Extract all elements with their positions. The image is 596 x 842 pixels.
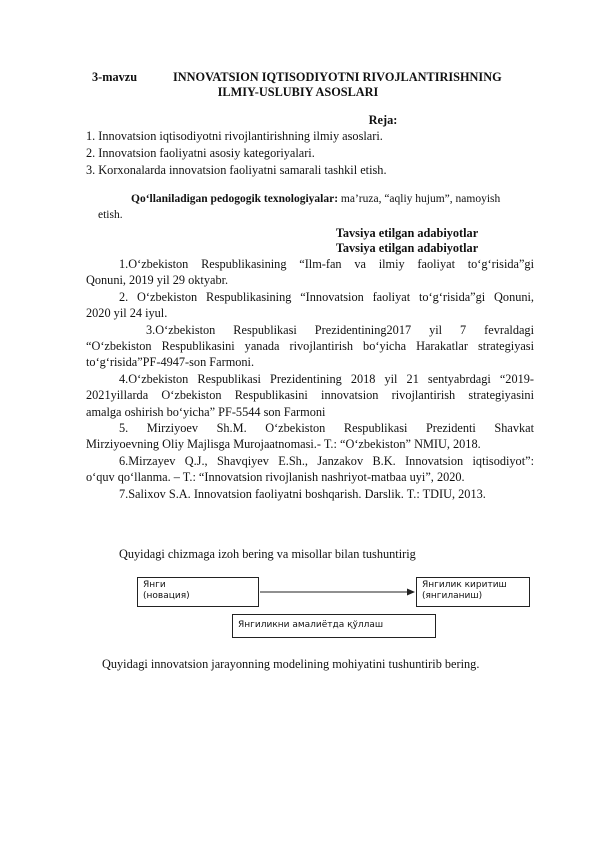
techniques-value: ma’ruza, “aqliy hujum”, namoyish xyxy=(338,193,501,205)
plan-heading: Reja: xyxy=(368,113,398,127)
literature-line: 7.Salixov S.A. Innovatsion faoliyatni boshqarish. Darslik. T.: TDIU, 2013. xyxy=(119,487,486,501)
topic-title-line2: ILMIY-USLUBIY ASOSLARI xyxy=(217,85,379,99)
literature-line: 2. O‘zbekiston Respublikasining “Innovatsion faoliyat to‘g‘risida”gi Qonuni, xyxy=(119,290,534,304)
literature-heading: Tavsiya etilgan adabiyotlar xyxy=(335,226,479,240)
diagram-box-novation-line2: (новация) xyxy=(143,590,190,601)
diagram-box-renewal-line2: (янгиланиш) xyxy=(422,590,483,601)
literature-line: 2021yillarda O‘zbekiston Respublikasini innovatsion rivojlantirish strategiyasini xyxy=(86,388,534,402)
topic-number: 3-mavzu xyxy=(92,70,138,84)
task-2-text: Quyidagi innovatsion jarayonning modelining mohiyatini tushuntirib bering. xyxy=(102,657,480,671)
literature-line: 6.Mirzayev Q.J., Shavqiyev E.Sh., Janzakov B.K. Innovatsion iqtisodiyot”: xyxy=(119,454,534,468)
literature-heading: Tavsiya etilgan adabiyotlar xyxy=(335,241,479,255)
literature-line: amalga oshirish bo‘yicha” PF-5544 son Farmoni xyxy=(86,405,326,419)
diagram-box-application-label: Янгиликни амалиётда қўллаш xyxy=(238,620,384,630)
topic-title-line1: INNOVATSION IQTISODIYOTNI RIVOJLANTIRISHNING xyxy=(173,70,502,84)
literature-line: “O‘zbekiston Respublikasini yanada rivojlantirish bo‘yicha Harakatlar strategiyasi xyxy=(86,339,534,353)
techniques-label: Qo‘llaniladigan pedogogik texnologiyalar: xyxy=(131,193,339,205)
literature-line: o‘quv qo‘llanma. – T.: “Innovatsion rivojlanish nashriyot-matbaa uyi”, 2020. xyxy=(86,470,465,484)
diagram-box-novation-line1: Янги xyxy=(143,580,166,590)
plan-item: 3. Korxonalarda innovatsion faoliyatni samarali tashkil etish. xyxy=(86,163,387,177)
literature-line: 1.O‘zbekiston Respublikasining “Ilm-fan va ilmiy faoliyat to‘g‘risida”gi xyxy=(119,257,534,271)
diagram-box-renewal-line1: Янгилик киритиш xyxy=(422,580,507,590)
literature-line: Qonuni, 2019 yil 29 oktyabr. xyxy=(86,273,229,287)
literature-line: to‘g‘risida”PF-4947-son Farmoni. xyxy=(86,355,255,369)
literature-line: 3.O‘zbekiston Respublikasi Prezidentining2017 yil 7 fevraldagi xyxy=(146,323,534,337)
techniques-cont: etish. xyxy=(98,209,123,221)
literature-line: 4.O‘zbekiston Respublikasi Prezidentining 2018 yil 21 sentyabrdagi “2019- xyxy=(119,372,534,386)
literature-line: 2020 yil 24 iyul. xyxy=(86,306,168,320)
literature-line: 5. Mirziyoev Sh.M. O‘zbekiston Respublikasi Prezidenti Shavkat xyxy=(119,421,534,435)
plan-item: 1. Innovatsion iqtisodiyotni rivojlantirishning ilmiy asoslari. xyxy=(86,129,383,143)
literature-line: Mirziyoevning Oliy Majlisga Murojaatnomasi.- T.: “O‘zbekiston” NMIU, 2018. xyxy=(86,437,481,451)
plan-item: 2. Innovatsion faoliyatni asosiy kategoriyalari. xyxy=(86,146,315,160)
task-1-text: Quyidagi chizmaga izoh bering va misollar bilan tushuntirig xyxy=(119,547,416,561)
